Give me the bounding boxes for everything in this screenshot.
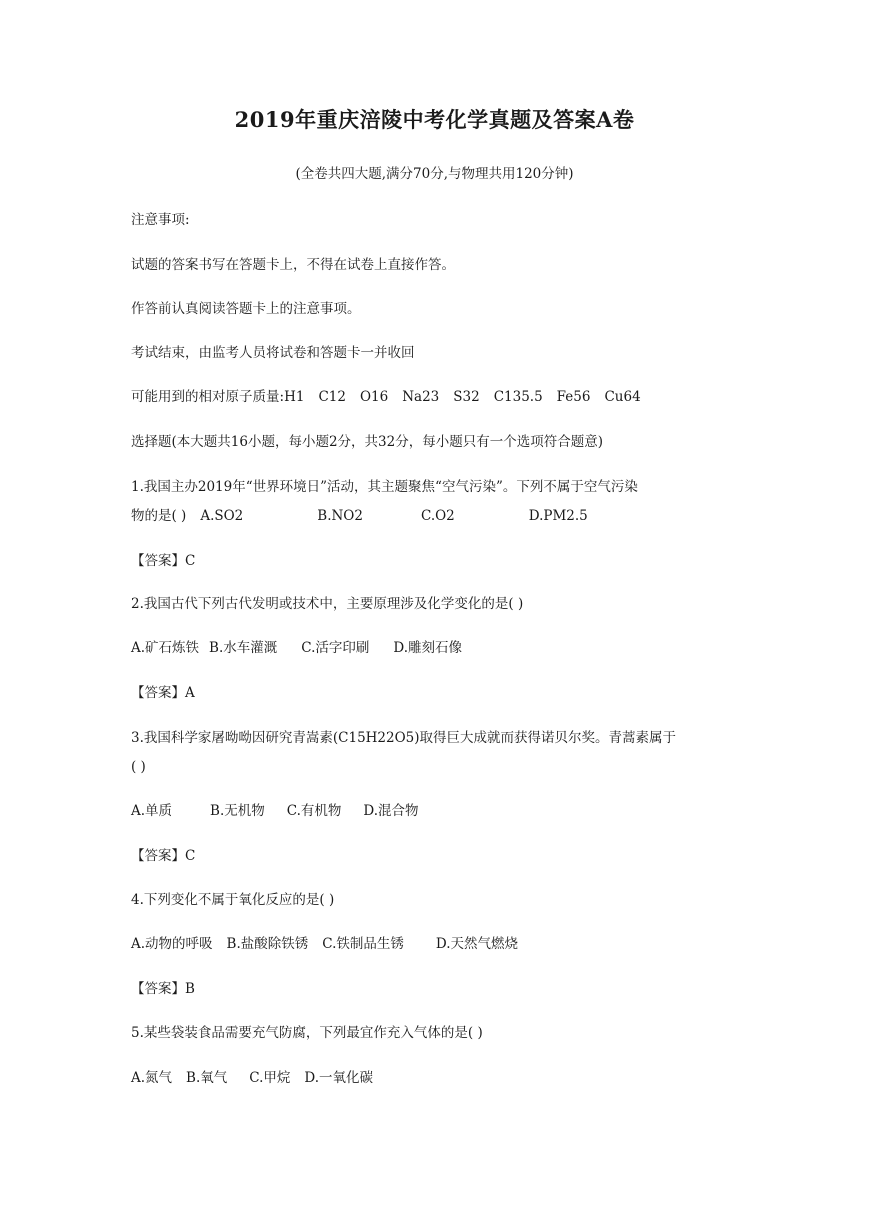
- atomic-mass-value: O16: [359, 389, 389, 405]
- question-option: B.氧气: [186, 1070, 228, 1086]
- question-option: A.矿石炼铁: [131, 640, 200, 656]
- question-option: C.活字印刷: [301, 640, 370, 656]
- question-options-line: [131, 800, 751, 822]
- question-stem: 2.我国古代下列古代发明或技术中，主要原理涉及化学变化的是( ): [131, 596, 524, 612]
- question-options-line: [131, 1067, 751, 1089]
- atomic-mass-value: S32: [453, 389, 480, 405]
- question-options-line: [131, 933, 751, 955]
- question-option: B.水车灌溉: [209, 640, 278, 656]
- question-option: D.一氧化碳: [304, 1070, 374, 1086]
- question-option: A.单质: [131, 803, 173, 819]
- atomic-mass-label: 可能用到的相对原子质量:: [131, 389, 285, 405]
- question-options-line: [131, 637, 751, 659]
- question-options-line: [131, 505, 751, 527]
- question-answer: 【答案】A: [131, 685, 195, 701]
- question-option: B.无机物: [210, 803, 265, 819]
- page-subtitle: (全卷共四大题,满分70分,与物理共用120分钟): [295, 166, 574, 182]
- question-option: D.混合物: [363, 803, 419, 819]
- section-header: 选择题(本大题共16小题，每小题2分，共32分，每小题只有一个选项符合题意): [131, 434, 603, 450]
- question-option: D.天然气燃烧: [435, 936, 519, 952]
- atomic-mass-value: Na23: [402, 389, 440, 405]
- notice-item: 考试结束，由监考人员将试卷和答题卡一并收回: [131, 345, 415, 361]
- question-stem-cont: 物的是( ): [131, 508, 187, 524]
- atomic-mass-value: Fe56: [556, 389, 591, 405]
- question-option: C.有机物: [286, 803, 342, 819]
- atomic-mass-value: Cu64: [604, 389, 641, 405]
- notice-item: 作答前认真阅读答题卡上的注意事项。: [131, 301, 361, 317]
- question-option: C.甲烷: [249, 1070, 291, 1086]
- question-option: B.NO2: [317, 508, 363, 524]
- question-stem-cont: ( ): [131, 759, 146, 775]
- question-stem: 4.下列变化不属于氧化反应的是( ): [131, 892, 335, 908]
- atomic-mass-value: H1: [284, 389, 305, 405]
- question-option: C.O2: [420, 508, 455, 524]
- page-title: 2019年重庆涪陵中考化学真题及答案A卷: [234, 107, 635, 132]
- notice-item: 试题的答案书写在答题卡上，不得在试卷上直接作答。: [131, 257, 455, 273]
- atomic-mass-value: C12: [318, 389, 346, 405]
- notice-heading: 注意事项:: [131, 212, 190, 228]
- atomic-mass-line: [131, 386, 751, 408]
- question-option: B.盐酸除铁锈: [226, 936, 309, 952]
- question-answer: 【答案】C: [131, 848, 196, 864]
- question-option: C.铁制品生锈: [322, 936, 404, 952]
- question-option: A.氮气: [131, 1070, 173, 1086]
- question-stem: 5.某些袋装食品需要充气防腐，下列最宜作充入气体的是( ): [131, 1025, 483, 1041]
- question-stem: 1.我国主办2019年“世界环境日”活动，其主题聚焦“空气污染”。下列不属于空气污染: [131, 479, 638, 495]
- question-option: D.雕刻石像: [393, 640, 463, 656]
- question-option: A.SO2: [200, 508, 244, 524]
- question-answer: 【答案】B: [131, 981, 195, 997]
- question-stem: 3.我国科学家屠呦呦因研究青嵩素(C15H22O5)取得巨大成就而获得诺贝尔奖。青蒿素属于: [131, 730, 677, 746]
- question-option: A.动物的呼吸: [131, 936, 213, 952]
- atomic-mass-value: C135.5: [493, 389, 543, 405]
- question-answer: 【答案】C: [131, 553, 196, 569]
- question-option: D.PM2.5: [528, 508, 588, 524]
